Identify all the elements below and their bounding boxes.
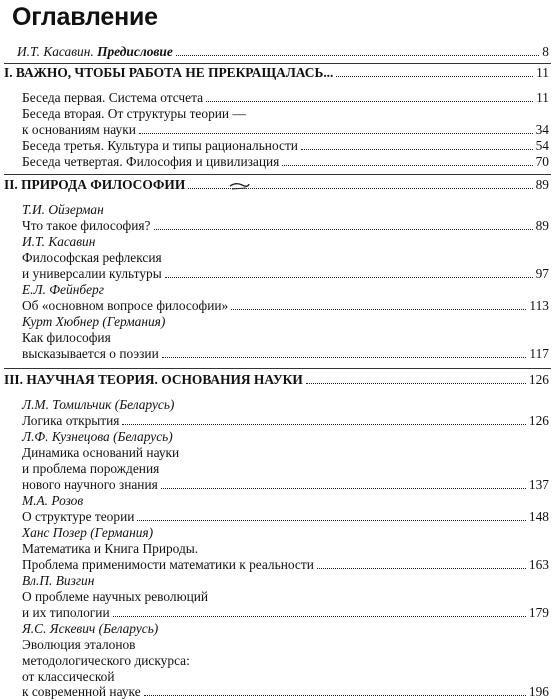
page-number: 34 bbox=[535, 122, 549, 137]
dot-leader bbox=[144, 694, 526, 696]
entry-author: Л.Ф. Кузнецова (Беларусь) bbox=[22, 429, 173, 444]
toc-entry-preface[interactable] bbox=[17, 44, 549, 60]
entry-title-line: к современной науке bbox=[22, 684, 141, 699]
entry-title-line: Как философия bbox=[22, 330, 111, 345]
entry-title: Беседа третья. Культура и типы рациональности bbox=[22, 138, 298, 153]
toc-entry[interactable] bbox=[22, 509, 549, 525]
toc-entry[interactable] bbox=[22, 477, 549, 493]
entry-author: М.А. Розов bbox=[22, 493, 84, 508]
section-divider bbox=[4, 368, 551, 369]
entry-title-line: высказывается о поэзии bbox=[22, 346, 159, 361]
toc-entry[interactable] bbox=[22, 298, 549, 314]
toc-entry[interactable] bbox=[22, 605, 549, 621]
toc-entry[interactable] bbox=[22, 138, 549, 154]
dot-leader bbox=[231, 308, 526, 310]
page-number: 117 bbox=[529, 346, 549, 361]
dot-leader bbox=[336, 75, 533, 77]
dot-leader bbox=[301, 148, 533, 150]
dot-leader bbox=[113, 615, 526, 617]
toc-entry[interactable] bbox=[22, 154, 549, 170]
dot-leader bbox=[137, 519, 526, 521]
entry-author: Т.И. Ойзерман bbox=[22, 202, 104, 217]
entry-title: Беседа первая. Система отсчета bbox=[22, 90, 204, 105]
entry-author: Вл.П. Визгин bbox=[22, 573, 95, 588]
toc-entry[interactable] bbox=[22, 218, 549, 234]
toc-entry[interactable] bbox=[22, 684, 549, 700]
page-number: 11 bbox=[536, 65, 549, 80]
dot-leader bbox=[306, 382, 526, 384]
page-number: 11 bbox=[536, 90, 549, 105]
entry-title-line: Проблема применимости математики к реальности bbox=[22, 557, 314, 572]
entry-title-line: от классической bbox=[22, 669, 115, 684]
entry-title: Об «основном вопросе философии» bbox=[22, 298, 229, 313]
pen-mark-icon bbox=[228, 180, 250, 192]
entry-title: Беседа четвертая. Философия и цивилизация bbox=[22, 154, 280, 169]
entry-title-line: Беседа вторая. От структуры теории — bbox=[22, 106, 246, 121]
page-number: 89 bbox=[535, 177, 549, 192]
dot-leader bbox=[206, 100, 533, 102]
entry-title: Что такое философия? bbox=[22, 218, 151, 233]
entry-title-line: и их типологии bbox=[22, 605, 110, 620]
entry-author: Я.С. Яскевич (Беларусь) bbox=[22, 621, 159, 636]
entry-title: Логика открытия bbox=[22, 413, 120, 428]
page-number: 89 bbox=[535, 218, 549, 233]
section-title: III. НАУЧНАЯ ТЕОРИЯ. ОСНОВАНИЯ НАУКИ bbox=[4, 372, 303, 387]
entry-title-line: к основаниям науки bbox=[22, 122, 136, 137]
entry-title-line: и универсалии культуры bbox=[22, 266, 162, 281]
page-number: 126 bbox=[528, 372, 549, 387]
entry-title: О структуре теории bbox=[22, 509, 135, 524]
dot-leader bbox=[176, 54, 540, 56]
dot-leader bbox=[282, 164, 532, 166]
entry-title-line: Философская рефлексия bbox=[22, 250, 162, 265]
entry-title-line: нового научного знания bbox=[22, 477, 158, 492]
page-number: 54 bbox=[535, 138, 549, 153]
dot-leader bbox=[317, 567, 526, 569]
page-number: 179 bbox=[528, 605, 549, 620]
entry-author: И.Т. Касавин. bbox=[17, 44, 94, 59]
dot-leader bbox=[122, 423, 525, 425]
page-number: 126 bbox=[528, 413, 549, 428]
toc-entry[interactable] bbox=[22, 122, 549, 138]
dot-leader bbox=[139, 132, 533, 134]
section-heading-1[interactable] bbox=[4, 64, 549, 82]
page-number: 148 bbox=[528, 509, 549, 524]
entry-title-line: методологического дискурса: bbox=[22, 653, 190, 668]
section-heading-3[interactable] bbox=[4, 371, 549, 389]
toc-entry[interactable] bbox=[22, 346, 549, 362]
page-number: 113 bbox=[529, 298, 549, 313]
entry-title: Предисловие bbox=[97, 44, 173, 59]
section-heading-2[interactable] bbox=[4, 176, 549, 194]
entry-title-line: Математика и Книга Природы. bbox=[22, 541, 199, 556]
section-title: II. ПРИРОДА ФИЛОСОФИИ bbox=[4, 177, 186, 192]
dot-leader bbox=[154, 228, 533, 230]
entry-title-line: Эволюция эталонов bbox=[22, 637, 136, 652]
page-number: 163 bbox=[528, 557, 549, 572]
entry-author: И.Т. Касавин bbox=[22, 234, 96, 249]
entry-author: Курт Хюбнер (Германия) bbox=[22, 314, 166, 329]
toc-entry[interactable] bbox=[22, 557, 549, 573]
entry-title-line: Динамика оснований науки bbox=[22, 445, 180, 460]
section-divider bbox=[4, 174, 551, 175]
page-title: Оглавление bbox=[12, 3, 158, 31]
dot-leader bbox=[165, 276, 533, 278]
entry-author: Ханс Позер (Германия) bbox=[22, 525, 154, 540]
toc-entry[interactable] bbox=[22, 413, 549, 429]
toc-entry[interactable] bbox=[22, 266, 549, 282]
page-number: 137 bbox=[528, 477, 549, 492]
page-number: 8 bbox=[542, 44, 549, 59]
dot-leader bbox=[161, 487, 526, 489]
section-title: I. ВАЖНО, ЧТОБЫ РАБОТА НЕ ПРЕКРАЩАЛАСЬ... bbox=[4, 65, 334, 80]
entry-author: Л.М. Томильчик (Беларусь) bbox=[22, 397, 175, 412]
dot-leader bbox=[162, 356, 527, 358]
toc-entry[interactable] bbox=[22, 90, 549, 106]
entry-title-line: и проблема порождения bbox=[22, 461, 160, 476]
entry-title-line: О проблеме научных революций bbox=[22, 589, 209, 604]
page-number: 70 bbox=[535, 154, 549, 169]
entry-author: Е.Л. Фейнберг bbox=[22, 282, 104, 297]
page-number: 97 bbox=[535, 266, 549, 281]
page-number: 196 bbox=[528, 684, 549, 699]
